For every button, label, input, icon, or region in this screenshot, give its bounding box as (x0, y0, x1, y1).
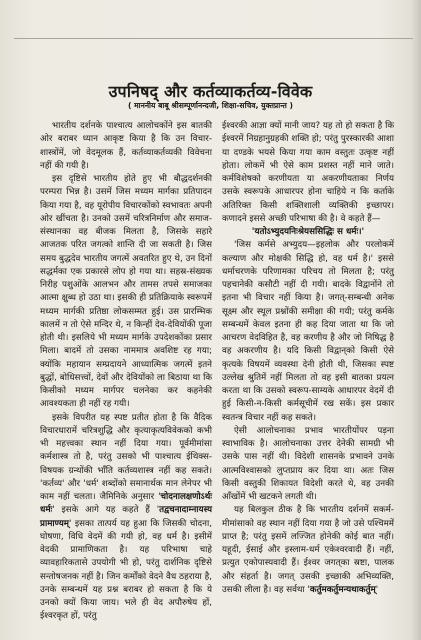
paragraph: 'जिस कर्मसे अभ्युदय—इहलोक और परलोकमें कल्याण और मोक्षकी सिद्धि हो, वह धर्म है।' इससे धर्माचरणके परिणामका परिचय तो मिलता है; परंतु पहचानेकी कसौटी नहीं दी गयी। बादके विद्वानोंने तो इतना भी विचार नहीं किया है। जगत्-सम्बन्धी अनेक सूक्ष्म और स्थूल प्रश्नोंकी समीक्षा की गयी; परंतु कर्मके सम्बन्धमें केवल इतना ही कह दिया जाता था कि जो आचरण वेदविहित है, वह करणीय है और जो निषिद्ध है वह अकरणीय है। यदि किसी विद्वान्‌को किसी ऐसे कृत्यके विषयमें व्यवस्था देनी होती थी, जिसका स्पष्ट उल्लेख श्रुतिमें नहीं मिलता तो वह इसी बातका प्रयत्न करता था कि उसको स्वरूप-साम्यके आधारपर वेदमें दी हुई किसी-न-किसी कर्मसूचीमें रख सकें। इस प्रकार स्वतन्त्र विचार नहीं कह सकते। (222, 240, 394, 423)
paragraph: भारतीय दर्शनके पाश्चात्य आलोचकोंने इस बातकी ओर बराबर ध्यान आकृष्ट किया है कि उन विचार-शास्त्रोंमें, जो वेदमूलक हैं, कर्तव्याकर्तव्यकी विवेचना नहीं की गयी है। (40, 121, 212, 171)
article-title: उपनिषद् और कर्तव्याकर्तव्य-विवेक (108, 82, 313, 101)
paragraph: इस दृष्टिसे भारतीय होते हुए भी बौद्धदर्शनकी परम्परा भिन्न है। उसमें जिस मध्यम मार्गका प्रतिपादन किया गया है, वह यूरोपीय विचारकोंको स्वभावतः अपनी ओर खींचता है। उनको उसमें चरित्रनिर्माण और समाज-संस्थानका वह बीजक मिलता है, जिसके सहारे आजतक परित जगत्को शान्ति दी जा सकती है। जिस समय बुद्धदेव भारतीय जगत्में अवतरित हुए थे, उन दिनों सद्धर्मका एक प्रकारसे लोप हो गया था। सहस्र-संख्यक निरीह पशुओंके आलभन और तामस तपसे समाजका आत्मा क्षुब्ध हो उठा था। इसकी ही प्रतिक्रियाके स्वरूपमें मध्यम मार्गकी प्रतिष्ठा लोकसम्मत हुई। उस प्रारम्भिक कालमें न तो ऐसे मन्दिर थे, न किन्हीं देव-देवियोंकी पूजा होती थी। इसलिये भी मध्यम मार्गके उपदेशकोंका प्रसार मिला। बादमें तो उसका नाममात्र अवशिष्ट रह गया; क्योंकि महायान सम्प्रदायने आध्यात्मिक जगत्में इतने बुद्धों, बोधिसत्त्वों, देवों और देवियोंको ला बिठाया था कि किसीको मध्यम मार्गपर चलनेका कर कहनेकी आवश्यकता ही नहीं रह गयी। (40, 174, 212, 410)
sanskrit-quote: चोदनालक्षणोऽर्थः धर्मः (40, 492, 212, 516)
paragraph (40, 412, 212, 624)
sanskrit-quote: कर्तुमकर्तुमन्यथाकर्तुम् (309, 584, 376, 595)
text-run: ' इसके आगे यह कहते हैं ' (52, 505, 160, 516)
text-run: इसके विपरीत यह स्पष्ट प्रतीत होता है कि वैदिक विचारधारामें चरित्रशुद्धि और कृत्याकृत्यविवेकको कभी भी महत्त्वका स्थान नहीं दिया गया। पूर्वमीमांसा कर्मशास्त्र तो है, परंतु उसको भी पाश्चात्य ईथिक्स-विषयक ग्रन्थोंकी भाँति कर्तव्यशास्त्र नहीं कह सकते। 'कर्तव्य' और 'धर्म' शब्दोंको समानार्थक मान लेनेपर भी काम नहीं चलता। जैमिनिके अनुसार ' (40, 412, 212, 502)
text-run: यह बिलकुल ठीक है कि भारतीय दर्शनमें सकर्म-मीमांसाको वह स्थान नहीं दिया गया है जो उसे पश्चिममें प्राप्त है; परंतु इसमें लज्जित होनेकी कोई बात नहीं। यहूदी, ईसाई और इस्लाम-धर्म एकेश्वरवादी हैं। नहीं, प्रत्युत एकोपास्यवादी हैं। ईश्वर जगत्‌का स्रष्टा, पालक और संहर्ता है। जगत् उसकी इच्छाकी अभिव्यक्ति, उसकी लीला है। वह सर्वथा ' (222, 505, 394, 595)
right-column (222, 120, 394, 597)
paragraph: ऐसी आलोचनाका प्रभाव भारतीयोंपर पड़ना स्वाभाविक है। आलोचनाका उत्तर देनेकी सामग्री भी उसके पास नहीं थी। विदेशी शासनके प्रभावने उनके आत्मविश्वासको लुप्तप्राय कर दिया था। अतः जिस किसी वस्तुकी शिकायत विदेशी करते थे, वह उनकी आँखोंमें भी खटकने लगती थी। (222, 425, 394, 502)
left-column (40, 120, 212, 624)
text-run: ' (375, 584, 379, 595)
page-spine-shadow (411, 0, 421, 640)
article-byline: ( माननीय बाबू श्रीसम्पूर्णानन्दजी, शिक्षा-सचिव, युक्तप्रान्त ) (128, 101, 293, 110)
top-rule (14, 38, 413, 39)
sanskrit-quote: 'यतोऽभ्युदयनिःश्रेयससिद्धिः स धर्मः।' (251, 227, 365, 237)
paragraph: ईश्वरकी आज्ञा क्यों मानी जाय? यह तो हो सकता है कि ईश्वरमें निग्रहानुग्रहकी शक्ति हो; परंतु पुरस्कारकी आशा या दण्डके भयसे किया गया काम वस्तुतः उत्कृष्ट नहीं होता। लोकमें भी ऐसे काम प्रशस्त नहीं माने जाते। कर्मविशेषको करणीयता या अकरणीयताका निर्णय उसके स्वरूपके आधारपर होना चाहिये न कि कर्ताके अतिरिक्त किसी शक्तिशाली व्यक्तिकी इच्छापर। कणादने इससे अच्छी परिभाषा की है। वे कहते हैं— (222, 121, 394, 224)
paragraph (222, 504, 394, 597)
text-run: ' इसका तात्पर्य यह हुआ कि जिसकी चोदना, घोषणा, विधि वेदमें की गयी हो, वह धर्म है। इसीमें वेदकी प्रामाणिकता है। यह परिभाषा चाहे व्यावहारिकतासे उपयोगी भी हो, परंतु दार्शनिक दृष्टिसे सन्तोषजनक नहीं है। जिन कर्मोंको वेदने वैध ठहराया है, उनके सम्बन्धमें यह प्रश्न बराबर हो सकता है कि ये उनको क्यों किया जाय। भले ही वेद अपौरुषेय हों, ईश्वरकृत हों, परंतु (40, 518, 212, 622)
sanskrit-quote: तद्वचनादाम्नायस्य प्रामाण्यम् (40, 505, 212, 529)
